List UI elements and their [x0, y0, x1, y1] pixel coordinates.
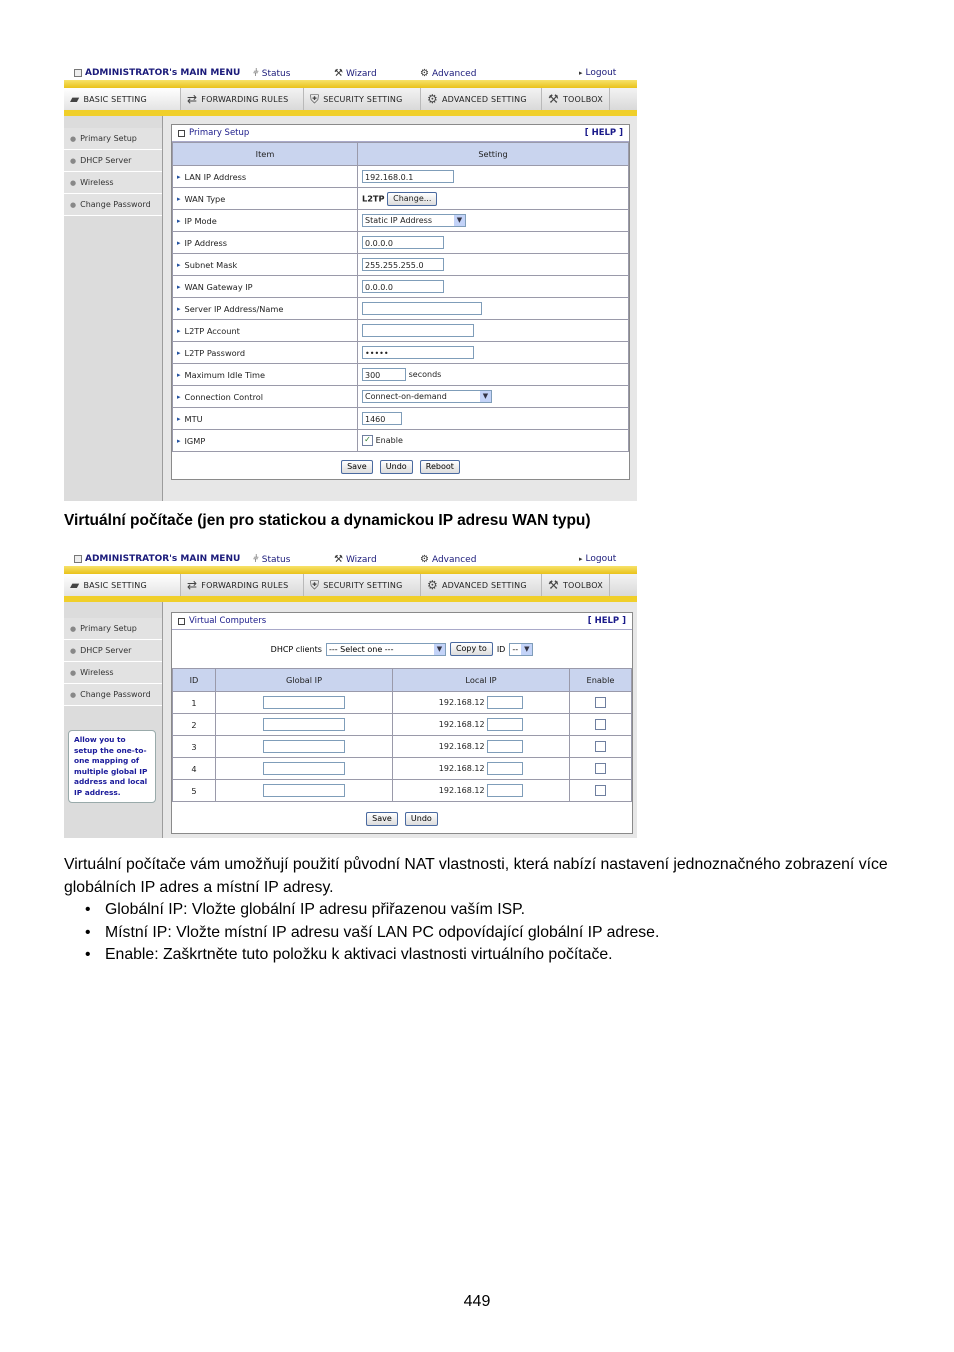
- help-tip-box: Allow you to setup the one-to-one mapping of multiple global IP address and local IP address.: [68, 730, 156, 803]
- panel-square-icon: [178, 618, 185, 625]
- sidebar-item-dhcp-server[interactable]: ● DHCP Server: [64, 640, 162, 662]
- advanced-link[interactable]: ⚙ Advanced: [420, 554, 477, 565]
- help-link[interactable]: [ HELP ]: [584, 128, 623, 138]
- global-ip-input[interactable]: [263, 740, 345, 753]
- table-row: ▸ L2TP Account: [173, 320, 629, 342]
- status-icon: ⫩: [253, 68, 259, 79]
- table-row: ▸ Maximum Idle Time 300 seconds: [173, 364, 629, 386]
- page-number: 449: [463, 1293, 491, 1310]
- tab-advanced-setting[interactable]: ⚙ ADVANCED SETTING: [421, 574, 542, 596]
- description-paragraph: Virtuální počítače vám umožňují použití původní NAT vlastnosti, která nabízí nastavení jednoznačného zobrazení více globálních IP adres a místní IP adresy.: [64, 856, 888, 896]
- sidebar-item-wireless[interactable]: ● Wireless: [64, 662, 162, 684]
- tab-forwarding-rules[interactable]: ⇄ FORWARDING RULES: [181, 574, 304, 596]
- content-area: [64, 116, 637, 501]
- table-row: ▸ LAN IP Address 192.168.0.1: [173, 166, 629, 188]
- primary-setup-panel: [171, 124, 630, 480]
- table-row: 2 192.168.12: [173, 714, 632, 736]
- arrow-icon: ▸: [177, 282, 181, 291]
- bullet-icon: ●: [70, 156, 77, 165]
- advanced-setting-icon: ⚙: [427, 578, 438, 592]
- wizard-link[interactable]: ⚒ Wizard: [334, 554, 377, 565]
- arrow-icon: ▸: [177, 238, 181, 247]
- advanced-icon: ⚙: [420, 554, 429, 565]
- global-ip-input[interactable]: [263, 696, 345, 709]
- tab-basic-setting[interactable]: ▰ BASIC SETTING: [64, 574, 181, 596]
- undo-button[interactable]: Undo: [380, 460, 413, 474]
- folder-icon: ▰: [70, 92, 80, 106]
- logout-link[interactable]: ▸ Logout: [579, 68, 617, 78]
- table-row: ▸ WAN Type L2TP Change...: [173, 188, 629, 210]
- advanced-icon: ⚙: [420, 68, 429, 79]
- section-heading: Virtuální počítače (jen pro statickou a dynamickou IP adresu WAN typu): [64, 512, 591, 529]
- list-item: • Místní IP: Vložte místní IP adresu vaší LAN PC odpovídající globální IP adrese.: [85, 923, 660, 941]
- table-row: ▸ WAN Gateway IP 0.0.0.0: [173, 276, 629, 298]
- tab-security-setting[interactable]: ⛨ SECURITY SETTING: [304, 88, 421, 110]
- column-header-id: ID: [173, 669, 216, 692]
- arrow-icon: ▸: [177, 370, 181, 379]
- table-row: ▸ Connection Control Connect-on-demand ▼: [173, 386, 629, 408]
- dhcp-clients-row: DHCP clients --- Select one --- ▼ Copy to ID -- ▼: [172, 630, 632, 668]
- toolbox-icon: ⚒: [548, 578, 559, 592]
- wizard-icon: ⚒: [334, 554, 343, 565]
- status-icon: ⫩: [253, 554, 259, 565]
- server-address-input[interactable]: [362, 302, 482, 315]
- virtual-computers-screenshot: [64, 552, 637, 838]
- arrow-icon: ▸: [177, 436, 181, 445]
- arrow-icon: ▸: [177, 304, 181, 313]
- list-item: • Globální IP: Vložte globální IP adresu přiřazenou vaším ISP.: [85, 901, 526, 918]
- table-row: ▸ Server IP Address/Name: [173, 298, 629, 320]
- reboot-button[interactable]: Reboot: [420, 460, 460, 474]
- status-link[interactable]: ⫩ Status: [253, 68, 291, 79]
- table-row: ▸ IP Mode Static IP Address ▼: [173, 210, 629, 232]
- global-ip-input[interactable]: [263, 784, 345, 797]
- l2tp-account-input[interactable]: [362, 324, 474, 337]
- admin-menu[interactable]: ADMINISTRATOR's MAIN MENU: [74, 68, 240, 78]
- table-row: ▸ IGMP ✓ Enable: [173, 430, 629, 452]
- advanced-setting-icon: ⚙: [427, 92, 438, 106]
- virtual-computers-panel: [171, 612, 633, 834]
- enable-checkbox[interactable]: [595, 763, 606, 774]
- forward-icon: ⇄: [187, 92, 198, 106]
- chevron-down-icon: ▼: [480, 391, 491, 402]
- security-icon: ⛨: [310, 577, 320, 592]
- sidebar-item-primary-setup[interactable]: ● Primary Setup: [64, 618, 162, 640]
- sidebar-item-change-password[interactable]: ● Change Password: [64, 194, 162, 216]
- table-row: 4 192.168.12: [173, 758, 632, 780]
- arrow-icon: ▸: [177, 216, 181, 225]
- tab-bar: [64, 574, 637, 602]
- bullet-icon: ●: [70, 134, 77, 143]
- advanced-link[interactable]: ⚙ Advanced: [420, 68, 477, 79]
- content-area: [64, 602, 637, 838]
- menu-square-icon: [74, 555, 82, 563]
- main-menu-bar: [64, 552, 637, 566]
- tab-security-setting[interactable]: ⛨ SECURITY SETTING: [304, 574, 421, 596]
- save-button[interactable]: Save: [366, 812, 398, 826]
- arrow-icon: ▸: [177, 194, 181, 203]
- local-ip-input[interactable]: [487, 718, 523, 731]
- column-header-local-ip: Local IP: [393, 669, 570, 692]
- menu-square-icon: [74, 69, 82, 77]
- wizard-link[interactable]: ⚒ Wizard: [334, 68, 377, 79]
- sidebar-item-change-password[interactable]: ● Change Password: [64, 684, 162, 706]
- virtual-computers-table: [172, 668, 632, 802]
- list-item: • Enable: Zaškrtněte tuto položku k aktivaci vlastnosti virtuálního počítače.: [85, 946, 613, 963]
- id-select[interactable]: -- ▼: [509, 643, 533, 656]
- forward-icon: ⇄: [187, 578, 198, 592]
- enable-checkbox[interactable]: [595, 697, 606, 708]
- sidebar-item-primary-setup[interactable]: ● Primary Setup: [64, 128, 162, 150]
- column-header-item: Item: [173, 143, 358, 166]
- gold-divider: [64, 80, 637, 88]
- virtual-button-row: [172, 802, 632, 833]
- global-ip-input[interactable]: [263, 718, 345, 731]
- arrow-icon: ▸: [177, 260, 181, 269]
- sidebar: [64, 602, 163, 838]
- arrow-icon: ▸: [177, 348, 181, 357]
- tab-bar: [64, 88, 637, 116]
- logout-arrow-icon: ▸: [579, 69, 583, 77]
- status-link[interactable]: ⫩ Status: [253, 554, 291, 565]
- sidebar-item-wireless[interactable]: ● Wireless: [64, 172, 162, 194]
- main-menu-bar: [64, 66, 637, 80]
- admin-menu[interactable]: ADMINISTRATOR's MAIN MENU: [74, 554, 240, 564]
- tab-forwarding-rules[interactable]: ⇄ FORWARDING RULES: [181, 88, 304, 110]
- tab-basic-setting[interactable]: ▰ BASIC SETTING: [64, 88, 181, 110]
- table-row: ▸ MTU 1460: [173, 408, 629, 430]
- column-header-global-ip: Global IP: [216, 669, 393, 692]
- save-button[interactable]: Save: [341, 460, 373, 474]
- column-header-setting: Setting: [358, 143, 629, 166]
- bullet-icon: ●: [70, 646, 77, 655]
- subnet-mask-input[interactable]: 255.255.255.0: [362, 258, 444, 271]
- change-wan-type-button[interactable]: Change...: [387, 192, 437, 206]
- table-row: ▸ IP Address 0.0.0.0: [173, 232, 629, 254]
- logout-arrow-icon: ▸: [579, 555, 583, 563]
- enable-checkbox[interactable]: [595, 785, 606, 796]
- tab-toolbox[interactable]: ⚒ TOOLBOX: [542, 88, 610, 110]
- arrow-icon: ▸: [177, 414, 181, 423]
- connection-control-select[interactable]: Connect-on-demand ▼: [362, 390, 492, 403]
- copy-to-button[interactable]: Copy to: [450, 642, 493, 656]
- arrow-icon: ▸: [177, 326, 181, 335]
- local-ip-input[interactable]: [487, 696, 523, 709]
- table-row: ▸ Subnet Mask 255.255.255.0: [173, 254, 629, 276]
- description-block: [64, 854, 904, 967]
- chevron-down-icon: ▼: [434, 644, 445, 655]
- enable-checkbox[interactable]: [595, 741, 606, 752]
- sidebar: [64, 116, 163, 501]
- folder-icon: ▰: [70, 578, 80, 592]
- panel-title-bar: Primary Setup [ HELP ]: [172, 125, 629, 142]
- global-ip-input[interactable]: [263, 762, 345, 775]
- gold-divider: [64, 566, 637, 574]
- bullet-icon: ●: [70, 200, 77, 209]
- local-ip-input[interactable]: [487, 740, 523, 753]
- dhcp-clients-select[interactable]: --- Select one --- ▼: [326, 643, 446, 656]
- table-row: 5 192.168.12: [173, 780, 632, 802]
- arrow-icon: ▸: [177, 172, 181, 181]
- sidebar-item-dhcp-server[interactable]: ● DHCP Server: [64, 150, 162, 172]
- arrow-icon: ▸: [177, 392, 181, 401]
- table-row: ▸ L2TP Password •••••: [173, 342, 629, 364]
- enable-checkbox[interactable]: [595, 719, 606, 730]
- toolbox-icon: ⚒: [548, 92, 559, 106]
- table-row: 3 192.168.12: [173, 736, 632, 758]
- panel-square-icon: [178, 130, 185, 137]
- wan-gateway-input[interactable]: 0.0.0.0: [362, 280, 444, 293]
- help-link[interactable]: [ HELP ]: [587, 616, 626, 626]
- bullet-icon: ●: [70, 668, 77, 677]
- bullet-icon: ●: [70, 624, 77, 633]
- tab-advanced-setting[interactable]: ⚙ ADVANCED SETTING: [421, 88, 542, 110]
- chevron-down-icon: ▼: [521, 644, 532, 655]
- mtu-input[interactable]: 1460: [362, 412, 402, 425]
- tab-toolbox[interactable]: ⚒ TOOLBOX: [542, 574, 610, 596]
- primary-setup-screenshot: [64, 66, 637, 501]
- primary-setup-table: [172, 142, 629, 452]
- wan-type-value: L2TP: [362, 193, 385, 203]
- ip-mode-select[interactable]: Static IP Address ▼: [362, 214, 466, 227]
- wizard-icon: ⚒: [334, 68, 343, 79]
- panel-title-bar: Virtual Computers [ HELP ]: [172, 613, 632, 630]
- igmp-enable-checkbox[interactable]: ✓: [362, 435, 373, 446]
- idle-time-input[interactable]: 300: [362, 368, 406, 381]
- local-ip-input[interactable]: [487, 784, 523, 797]
- table-row: 1 192.168.12: [173, 692, 632, 714]
- bullet-icon: ●: [70, 690, 77, 699]
- chevron-down-icon: ▼: [454, 215, 465, 226]
- primary-button-row: [172, 452, 629, 479]
- l2tp-password-input[interactable]: •••••: [362, 346, 474, 359]
- ip-address-input[interactable]: 0.0.0.0: [362, 236, 444, 249]
- column-header-enable: Enable: [570, 669, 632, 692]
- local-ip-input[interactable]: [487, 762, 523, 775]
- undo-button[interactable]: Undo: [405, 812, 438, 826]
- lan-ip-input[interactable]: 192.168.0.1: [362, 170, 454, 183]
- logout-link[interactable]: ▸ Logout: [579, 554, 617, 564]
- bullet-list: [64, 899, 904, 967]
- bullet-icon: ●: [70, 178, 77, 187]
- security-icon: ⛨: [310, 91, 320, 106]
